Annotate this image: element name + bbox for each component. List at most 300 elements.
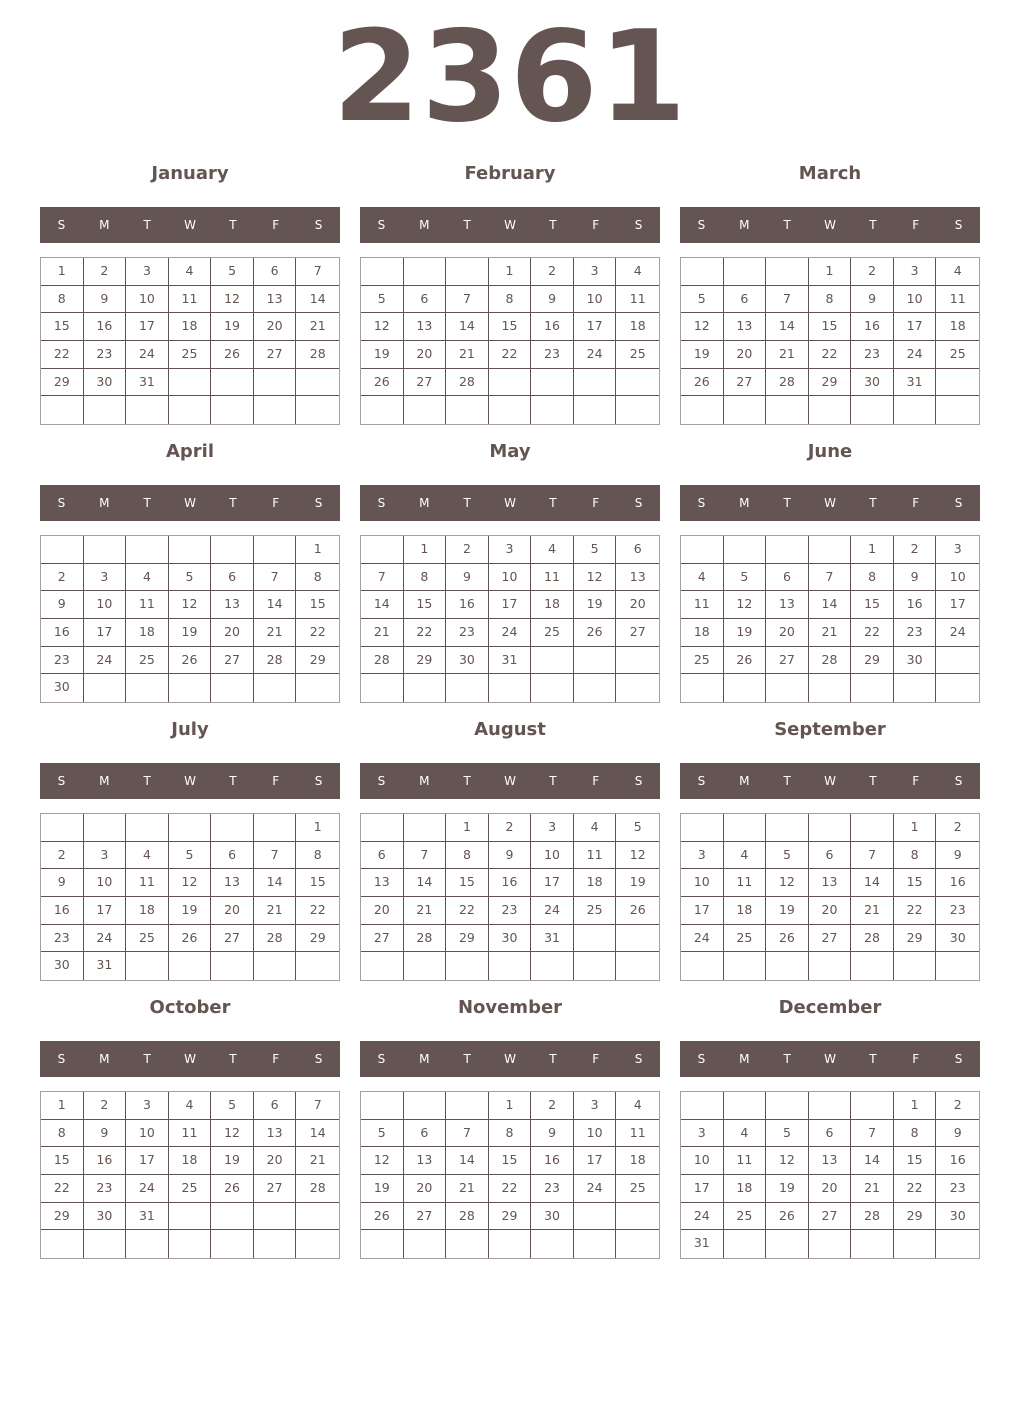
day-cell: 11	[681, 591, 724, 619]
day-cell: 15	[404, 591, 447, 619]
day-cell: 4	[574, 814, 617, 842]
day-cell: 2	[531, 258, 574, 286]
day-cell: 7	[296, 1092, 339, 1120]
empty-day-cell	[851, 396, 894, 424]
empty-day-cell	[574, 674, 617, 702]
day-cell: 15	[41, 313, 84, 341]
empty-day-cell	[404, 396, 447, 424]
day-cell: 13	[361, 869, 404, 897]
day-cell: 13	[254, 286, 297, 314]
empty-day-cell	[296, 1230, 339, 1258]
day-cell: 17	[531, 869, 574, 897]
day-cell: 13	[809, 869, 852, 897]
empty-day-cell	[84, 674, 127, 702]
empty-day-cell	[724, 536, 767, 564]
weekday-label: W	[184, 1052, 196, 1066]
empty-day-cell	[574, 369, 617, 397]
empty-day-cell	[169, 1203, 212, 1231]
empty-day-cell	[724, 814, 767, 842]
empty-day-cell	[211, 369, 254, 397]
day-cell: 3	[489, 536, 532, 564]
day-cell: 27	[616, 619, 659, 647]
day-cell: 4	[616, 258, 659, 286]
weekday-label: S	[57, 496, 66, 510]
day-cell: 2	[84, 1092, 127, 1120]
day-cell: 14	[446, 1147, 489, 1175]
empty-day-cell	[766, 258, 809, 286]
empty-day-cell	[489, 369, 532, 397]
empty-day-cell	[574, 925, 617, 953]
weekday-label: F	[592, 1052, 600, 1066]
day-cell: 30	[41, 952, 84, 980]
empty-day-cell	[211, 396, 254, 424]
day-grid	[40, 1091, 340, 1259]
day-grid	[40, 813, 340, 981]
day-cell: 14	[361, 591, 404, 619]
weekday-label: T	[783, 218, 791, 232]
weekday-label: W	[504, 496, 516, 510]
day-cell: 11	[574, 842, 617, 870]
weekday-label: S	[954, 218, 963, 232]
weekday-label: M	[419, 496, 430, 510]
weekday-label: W	[184, 218, 196, 232]
weekday-header-bar	[360, 485, 660, 521]
day-cell: 7	[446, 1120, 489, 1148]
empty-day-cell	[574, 1203, 617, 1231]
day-cell: 16	[446, 591, 489, 619]
day-cell: 18	[574, 869, 617, 897]
day-cell: 7	[851, 842, 894, 870]
day-cell: 15	[446, 869, 489, 897]
day-cell: 20	[809, 1175, 852, 1203]
day-cell: 2	[84, 258, 127, 286]
weekday-label: S	[314, 1052, 323, 1066]
day-cell: 20	[809, 897, 852, 925]
day-cell: 14	[809, 591, 852, 619]
weekday-label: S	[954, 774, 963, 788]
month-title: July	[171, 719, 209, 740]
empty-day-cell	[41, 396, 84, 424]
day-cell: 19	[169, 897, 212, 925]
day-cell: 16	[531, 313, 574, 341]
empty-day-cell	[724, 674, 767, 702]
day-cell: 15	[489, 313, 532, 341]
day-cell: 2	[41, 564, 84, 592]
day-cell: 29	[489, 1203, 532, 1231]
empty-day-cell	[809, 952, 852, 980]
weekday-label: M	[739, 218, 750, 232]
day-cell: 26	[724, 647, 767, 675]
day-cell: 21	[851, 1175, 894, 1203]
day-cell: 16	[936, 1147, 979, 1175]
weekday-label: T	[143, 496, 151, 510]
day-cell: 4	[681, 564, 724, 592]
empty-day-cell	[681, 396, 724, 424]
day-cell: 10	[126, 286, 169, 314]
empty-day-cell	[681, 814, 724, 842]
day-cell: 10	[574, 286, 617, 314]
weekday-label: T	[783, 496, 791, 510]
day-grid	[680, 257, 980, 425]
day-cell: 8	[809, 286, 852, 314]
empty-day-cell	[211, 814, 254, 842]
day-cell: 18	[681, 619, 724, 647]
empty-day-cell	[404, 1092, 447, 1120]
weekday-label: S	[377, 1052, 386, 1066]
day-cell: 24	[681, 925, 724, 953]
day-cell: 10	[84, 591, 127, 619]
day-cell: 9	[489, 842, 532, 870]
day-cell: 27	[809, 1203, 852, 1231]
day-cell: 18	[531, 591, 574, 619]
weekday-label: W	[824, 1052, 836, 1066]
day-cell: 1	[894, 1092, 937, 1120]
weekday-label: W	[504, 774, 516, 788]
day-cell: 23	[41, 647, 84, 675]
day-cell: 17	[936, 591, 979, 619]
day-cell: 22	[894, 897, 937, 925]
day-cell: 10	[531, 842, 574, 870]
day-cell: 15	[489, 1147, 532, 1175]
day-cell: 9	[851, 286, 894, 314]
day-cell: 3	[681, 1120, 724, 1148]
day-cell: 15	[851, 591, 894, 619]
day-cell: 4	[169, 1092, 212, 1120]
empty-day-cell	[616, 925, 659, 953]
empty-day-cell	[809, 1230, 852, 1258]
day-cell: 21	[296, 1147, 339, 1175]
weekday-label: S	[954, 1052, 963, 1066]
day-cell: 14	[404, 869, 447, 897]
day-cell: 12	[361, 1147, 404, 1175]
day-cell: 19	[211, 313, 254, 341]
day-cell: 10	[894, 286, 937, 314]
empty-day-cell	[894, 674, 937, 702]
empty-day-cell	[84, 536, 127, 564]
day-cell: 5	[211, 1092, 254, 1120]
day-cell: 12	[361, 313, 404, 341]
day-cell: 30	[936, 925, 979, 953]
day-cell: 16	[851, 313, 894, 341]
day-cell: 5	[361, 1120, 404, 1148]
day-cell: 8	[489, 1120, 532, 1148]
day-cell: 4	[936, 258, 979, 286]
day-cell: 5	[616, 814, 659, 842]
empty-day-cell	[681, 674, 724, 702]
day-cell: 29	[41, 1203, 84, 1231]
day-cell: 5	[169, 564, 212, 592]
weekday-label: W	[504, 218, 516, 232]
day-cell: 3	[84, 842, 127, 870]
empty-day-cell	[936, 647, 979, 675]
day-cell: 4	[126, 842, 169, 870]
day-cell: 21	[446, 341, 489, 369]
weekday-label: T	[869, 1052, 877, 1066]
day-cell: 19	[361, 1175, 404, 1203]
empty-day-cell	[894, 1230, 937, 1258]
day-cell: 25	[681, 647, 724, 675]
empty-day-cell	[254, 1203, 297, 1231]
day-grid	[680, 813, 980, 981]
empty-day-cell	[169, 1230, 212, 1258]
day-cell: 10	[84, 869, 127, 897]
day-cell: 7	[361, 564, 404, 592]
empty-day-cell	[126, 674, 169, 702]
empty-day-cell	[84, 814, 127, 842]
empty-day-cell	[531, 396, 574, 424]
day-cell: 23	[936, 1175, 979, 1203]
empty-day-cell	[169, 396, 212, 424]
empty-day-cell	[724, 1092, 767, 1120]
weekday-label: F	[912, 774, 920, 788]
weekday-label: T	[549, 496, 557, 510]
day-cell: 16	[41, 897, 84, 925]
day-cell: 6	[361, 842, 404, 870]
day-cell: 14	[851, 869, 894, 897]
day-cell: 28	[809, 647, 852, 675]
day-cell: 25	[169, 341, 212, 369]
day-cell: 10	[681, 1147, 724, 1175]
weekday-label: F	[912, 1052, 920, 1066]
day-cell: 21	[446, 1175, 489, 1203]
day-cell: 23	[936, 897, 979, 925]
day-cell: 7	[404, 842, 447, 870]
day-cell: 26	[169, 925, 212, 953]
day-cell: 26	[211, 1175, 254, 1203]
empty-day-cell	[851, 1230, 894, 1258]
empty-day-cell	[361, 814, 404, 842]
day-cell: 27	[254, 1175, 297, 1203]
weekday-label: M	[99, 218, 110, 232]
day-cell: 16	[84, 313, 127, 341]
empty-day-cell	[489, 674, 532, 702]
empty-day-cell	[361, 258, 404, 286]
day-cell: 22	[41, 341, 84, 369]
day-cell: 4	[724, 1120, 767, 1148]
day-cell: 18	[126, 619, 169, 647]
day-cell: 2	[489, 814, 532, 842]
empty-day-cell	[446, 258, 489, 286]
day-cell: 23	[489, 897, 532, 925]
month-title: April	[165, 441, 215, 462]
empty-day-cell	[254, 814, 297, 842]
day-cell: 9	[936, 1120, 979, 1148]
day-cell: 15	[296, 869, 339, 897]
day-cell: 13	[404, 313, 447, 341]
weekday-label: T	[869, 496, 877, 510]
day-cell: 3	[84, 564, 127, 592]
day-grid	[360, 535, 660, 703]
day-cell: 28	[766, 369, 809, 397]
day-cell: 30	[851, 369, 894, 397]
empty-day-cell	[809, 814, 852, 842]
empty-day-cell	[489, 952, 532, 980]
month-title: December	[778, 997, 882, 1018]
empty-day-cell	[446, 1092, 489, 1120]
empty-day-cell	[126, 1230, 169, 1258]
day-cell: 28	[851, 1203, 894, 1231]
weekday-label: F	[272, 496, 280, 510]
empty-day-cell	[254, 1230, 297, 1258]
day-cell: 6	[211, 842, 254, 870]
weekday-label: M	[419, 1052, 430, 1066]
day-cell: 7	[851, 1120, 894, 1148]
weekday-label: S	[954, 496, 963, 510]
day-cell: 13	[254, 1120, 297, 1148]
weekday-label: S	[634, 218, 643, 232]
day-cell: 22	[489, 1175, 532, 1203]
day-cell: 3	[894, 258, 937, 286]
day-grid	[360, 257, 660, 425]
empty-day-cell	[936, 952, 979, 980]
day-cell: 6	[254, 1092, 297, 1120]
weekday-header-bar	[680, 763, 980, 799]
day-cell: 26	[574, 619, 617, 647]
empty-day-cell	[681, 1092, 724, 1120]
day-cell: 11	[616, 286, 659, 314]
day-cell: 15	[296, 591, 339, 619]
day-cell: 6	[809, 842, 852, 870]
day-cell: 5	[766, 842, 809, 870]
day-cell: 7	[809, 564, 852, 592]
day-cell: 31	[489, 647, 532, 675]
day-cell: 25	[936, 341, 979, 369]
day-cell: 22	[296, 619, 339, 647]
empty-day-cell	[766, 536, 809, 564]
empty-day-cell	[211, 1203, 254, 1231]
weekday-label: T	[549, 218, 557, 232]
day-cell: 25	[126, 925, 169, 953]
day-cell: 7	[254, 842, 297, 870]
day-cell: 9	[531, 286, 574, 314]
weekday-label: T	[463, 218, 471, 232]
empty-day-cell	[84, 1230, 127, 1258]
day-cell: 26	[766, 925, 809, 953]
weekday-label: T	[783, 1052, 791, 1066]
weekday-label: M	[419, 774, 430, 788]
day-cell: 27	[766, 647, 809, 675]
empty-day-cell	[296, 1203, 339, 1231]
day-cell: 22	[809, 341, 852, 369]
weekday-label: M	[99, 496, 110, 510]
weekday-label: T	[869, 218, 877, 232]
day-cell: 20	[766, 619, 809, 647]
day-cell: 4	[531, 536, 574, 564]
weekday-label: F	[592, 774, 600, 788]
day-cell: 7	[296, 258, 339, 286]
day-cell: 5	[724, 564, 767, 592]
day-cell: 24	[681, 1203, 724, 1231]
empty-day-cell	[254, 674, 297, 702]
day-cell: 26	[681, 369, 724, 397]
day-cell: 27	[254, 341, 297, 369]
day-cell: 23	[41, 925, 84, 953]
empty-day-cell	[766, 1230, 809, 1258]
day-cell: 1	[296, 814, 339, 842]
weekday-label: T	[783, 774, 791, 788]
day-cell: 18	[616, 1147, 659, 1175]
weekday-label: S	[697, 774, 706, 788]
weekday-header-bar	[40, 207, 340, 243]
weekday-label: S	[57, 774, 66, 788]
day-cell: 15	[894, 869, 937, 897]
weekday-header-bar	[40, 1041, 340, 1077]
day-cell: 31	[84, 952, 127, 980]
empty-day-cell	[211, 674, 254, 702]
month-title: February	[464, 163, 556, 184]
day-cell: 24	[126, 1175, 169, 1203]
weekday-header-bar	[360, 763, 660, 799]
day-cell: 11	[169, 1120, 212, 1148]
day-cell: 30	[489, 925, 532, 953]
empty-day-cell	[169, 674, 212, 702]
day-grid	[360, 813, 660, 981]
empty-day-cell	[766, 674, 809, 702]
day-cell: 8	[489, 286, 532, 314]
day-cell: 29	[404, 647, 447, 675]
empty-day-cell	[41, 536, 84, 564]
day-grid	[360, 1091, 660, 1259]
day-cell: 19	[766, 897, 809, 925]
weekday-label: S	[634, 774, 643, 788]
day-cell: 24	[574, 1175, 617, 1203]
day-cell: 25	[616, 1175, 659, 1203]
weekday-label: S	[634, 496, 643, 510]
day-cell: 1	[894, 814, 937, 842]
weekday-label: T	[143, 218, 151, 232]
day-cell: 24	[894, 341, 937, 369]
weekday-label: W	[824, 496, 836, 510]
day-cell: 19	[211, 1147, 254, 1175]
day-cell: 20	[211, 619, 254, 647]
empty-day-cell	[936, 1230, 979, 1258]
day-cell: 30	[41, 674, 84, 702]
weekday-label: W	[824, 218, 836, 232]
day-cell: 6	[809, 1120, 852, 1148]
day-cell: 8	[404, 564, 447, 592]
empty-day-cell	[531, 952, 574, 980]
day-cell: 16	[489, 869, 532, 897]
day-cell: 14	[254, 591, 297, 619]
day-cell: 27	[809, 925, 852, 953]
day-cell: 19	[616, 869, 659, 897]
day-cell: 23	[84, 1175, 127, 1203]
month-title: May	[489, 441, 531, 462]
empty-day-cell	[681, 952, 724, 980]
empty-day-cell	[41, 1230, 84, 1258]
day-cell: 8	[851, 564, 894, 592]
empty-day-cell	[766, 1092, 809, 1120]
empty-day-cell	[574, 952, 617, 980]
empty-day-cell	[169, 369, 212, 397]
empty-day-cell	[126, 396, 169, 424]
weekday-label: M	[739, 774, 750, 788]
day-cell: 2	[936, 814, 979, 842]
day-cell: 24	[489, 619, 532, 647]
empty-day-cell	[296, 674, 339, 702]
empty-day-cell	[851, 814, 894, 842]
day-cell: 28	[851, 925, 894, 953]
weekday-label: T	[229, 1052, 237, 1066]
weekday-label: W	[184, 496, 196, 510]
day-cell: 27	[724, 369, 767, 397]
weekday-header-bar	[680, 1041, 980, 1077]
empty-day-cell	[531, 369, 574, 397]
day-cell: 17	[126, 313, 169, 341]
empty-day-cell	[724, 258, 767, 286]
month-title: August	[474, 719, 546, 740]
weekday-label: F	[912, 496, 920, 510]
